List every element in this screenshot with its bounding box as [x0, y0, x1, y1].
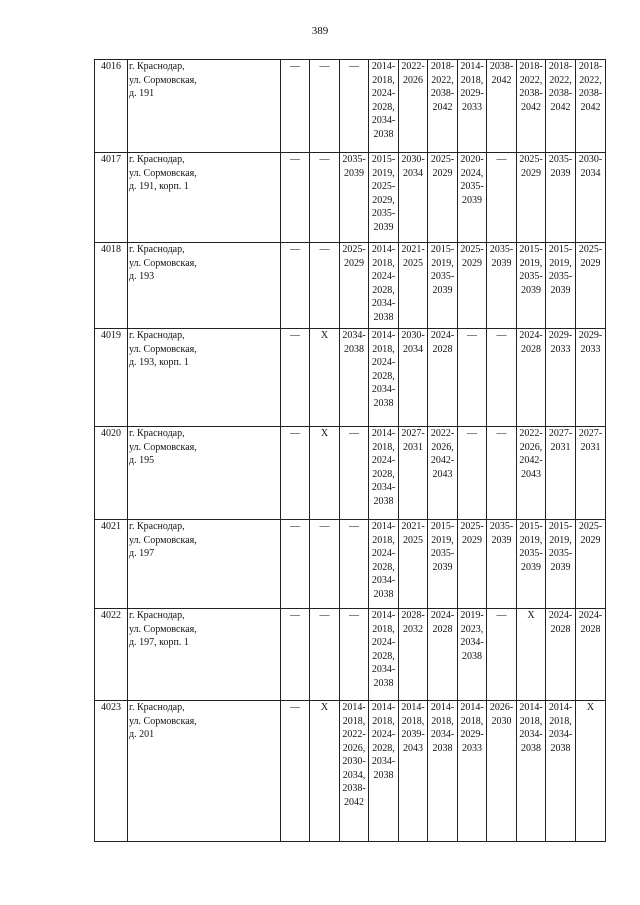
period-cell: X	[310, 701, 340, 842]
period-cell: 2025- 2029	[576, 520, 606, 609]
address-cell	[128, 520, 281, 609]
period-cell: 2018- 2022, 2038- 2042	[576, 60, 606, 153]
period-cell: 2021- 2025	[399, 520, 428, 609]
period-cell: X	[517, 609, 546, 701]
period-cell: —	[281, 520, 310, 609]
period-cell: 2028- 2032	[399, 609, 428, 701]
period-cell: 2021- 2025	[399, 243, 428, 329]
period-cell: 2014- 2018, 2029- 2033	[458, 701, 487, 842]
table-row	[95, 329, 606, 427]
address-line: г. Краснодар,	[129, 61, 185, 72]
period-cell: —	[340, 60, 369, 153]
period-cell: 2018- 2022, 2038- 2042	[517, 60, 546, 153]
period-cell: 2015- 2019, 2035- 2039	[546, 520, 576, 609]
period-cell: 2015- 2019, 2025- 2029, 2035- 2039	[369, 153, 399, 243]
period-cell: 2014- 2018, 2024- 2028, 2034- 2038	[369, 609, 399, 701]
period-cell: 2029- 2033	[546, 329, 576, 427]
period-cell: 2018- 2022, 2038- 2042	[546, 60, 576, 153]
period-cell: 2022- 2026, 2042- 2043	[428, 427, 458, 520]
row-number: 4017	[95, 153, 128, 243]
period-cell: 2014- 2018, 2022- 2026, 2030- 2034, 2038- 2042	[340, 701, 369, 842]
address-line: д. 197, корп. 1	[129, 637, 189, 648]
address-line: ул. Сормовская,	[129, 167, 197, 179]
period-cell: —	[310, 153, 340, 243]
period-cell: 2024- 2028	[546, 609, 576, 701]
period-cell: 2014- 2018, 2034- 2038	[546, 701, 576, 842]
address-line: д. 197	[129, 548, 155, 559]
period-cell: —	[458, 329, 487, 427]
period-cell: 2014- 2018, 2024- 2028, 2034- 2038	[369, 701, 399, 842]
period-cell: X	[576, 701, 606, 842]
address-line: ул. Сормовская,	[129, 534, 197, 546]
address-line: г. Краснодар,	[129, 702, 185, 713]
period-cell: 2024- 2028	[428, 609, 458, 701]
table-row	[95, 701, 606, 842]
address-line: ул. Сормовская,	[129, 343, 197, 355]
period-cell: —	[487, 329, 517, 427]
period-cell: 2027- 2031	[399, 427, 428, 520]
period-cell: —	[310, 520, 340, 609]
address-line: г. Краснодар,	[129, 244, 185, 255]
address-line: г. Краснодар,	[129, 610, 185, 621]
address-line: д. 191	[129, 88, 155, 99]
period-cell: 2025- 2029	[428, 153, 458, 243]
period-cell: X	[310, 427, 340, 520]
period-cell: —	[281, 701, 310, 842]
period-cell: —	[281, 427, 310, 520]
period-cell: —	[310, 60, 340, 153]
address-line: ул. Сормовская,	[129, 257, 197, 269]
period-cell: 2025- 2029	[517, 153, 546, 243]
address-cell	[128, 609, 281, 701]
period-cell: 2014- 2018, 2024- 2028, 2034- 2038	[369, 60, 399, 153]
period-cell: 2015- 2019, 2035- 2039	[428, 243, 458, 329]
period-cell: —	[310, 609, 340, 701]
period-cell: 2014- 2018, 2034- 2038	[428, 701, 458, 842]
period-cell: 2015- 2019, 2035- 2039	[428, 520, 458, 609]
period-cell: 2014- 2018, 2024- 2028, 2034- 2038	[369, 243, 399, 329]
address-line: г. Краснодар,	[129, 428, 185, 439]
period-cell: X	[310, 329, 340, 427]
period-cell: 2027- 2031	[546, 427, 576, 520]
period-cell: —	[281, 329, 310, 427]
address-cell	[128, 701, 281, 842]
table-row	[95, 427, 606, 520]
period-cell: 2015- 2019, 2035- 2039	[517, 520, 546, 609]
period-cell: 2022- 2026	[399, 60, 428, 153]
address-line: д. 191, корп. 1	[129, 181, 189, 192]
row-number: 4021	[95, 520, 128, 609]
period-cell: 2014- 2018, 2024- 2028, 2034- 2038	[369, 427, 399, 520]
page-number: 389	[311, 25, 329, 37]
table-row	[95, 153, 606, 243]
period-cell: 2025- 2029	[458, 243, 487, 329]
address-cell	[128, 243, 281, 329]
address-cell	[128, 427, 281, 520]
period-cell: 2024- 2028	[517, 329, 546, 427]
period-cell: 2034- 2038	[340, 329, 369, 427]
period-cell: —	[310, 243, 340, 329]
table-row	[95, 60, 606, 153]
period-cell: 2038- 2042	[487, 60, 517, 153]
address-cell	[128, 329, 281, 427]
period-cell: 2025- 2029	[458, 520, 487, 609]
period-cell: —	[340, 609, 369, 701]
period-cell: —	[281, 60, 310, 153]
row-number: 4020	[95, 427, 128, 520]
period-cell: —	[340, 520, 369, 609]
period-cell: 2035- 2039	[546, 153, 576, 243]
period-cell: 2019- 2023, 2034- 2038	[458, 609, 487, 701]
address-line: ул. Сормовская,	[129, 441, 197, 453]
address-cell	[128, 60, 281, 153]
period-cell: —	[340, 427, 369, 520]
period-cell: 2026- 2030	[487, 701, 517, 842]
period-cell: 2020- 2024, 2035- 2039	[458, 153, 487, 243]
period-cell: 2024- 2028	[576, 609, 606, 701]
period-cell: 2014- 2018, 2039- 2043	[399, 701, 428, 842]
period-cell: 2014- 2018, 2024- 2028, 2034- 2038	[369, 520, 399, 609]
row-number: 4019	[95, 329, 128, 427]
table-row	[95, 243, 606, 329]
period-cell: 2035- 2039	[487, 520, 517, 609]
period-cell: 2025- 2029	[576, 243, 606, 329]
table-row	[95, 520, 606, 609]
period-cell: 2022- 2026, 2042- 2043	[517, 427, 546, 520]
row-number: 4016	[95, 60, 128, 153]
row-number: 4022	[95, 609, 128, 701]
period-cell: 2014- 2018, 2034- 2038	[517, 701, 546, 842]
register-table	[94, 59, 606, 842]
period-cell: 2015- 2019, 2035- 2039	[517, 243, 546, 329]
period-cell: 2025- 2029	[340, 243, 369, 329]
period-cell: 2029- 2033	[576, 329, 606, 427]
period-cell: 2014- 2018, 2029- 2033	[458, 60, 487, 153]
table-row	[95, 609, 606, 701]
address-line: г. Краснодар,	[129, 330, 185, 341]
period-cell: 2015- 2019, 2035- 2039	[546, 243, 576, 329]
address-line: д. 193, корп. 1	[129, 357, 189, 368]
row-number: 4023	[95, 701, 128, 842]
address-cell	[128, 153, 281, 243]
period-cell: 2027- 2031	[576, 427, 606, 520]
period-cell: —	[487, 609, 517, 701]
address-line: ул. Сормовская,	[129, 623, 197, 635]
period-cell: —	[281, 153, 310, 243]
period-cell: 2030- 2034	[576, 153, 606, 243]
address-line: д. 195	[129, 455, 155, 466]
address-line: ул. Сормовская,	[129, 715, 197, 727]
period-cell: 2030- 2034	[399, 153, 428, 243]
address-line: д. 201	[129, 729, 155, 740]
address-line: ул. Сормовская,	[129, 74, 197, 86]
period-cell: 2014- 2018, 2024- 2028, 2034- 2038	[369, 329, 399, 427]
row-number: 4018	[95, 243, 128, 329]
period-cell: —	[487, 153, 517, 243]
period-cell: —	[458, 427, 487, 520]
address-line: д. 193	[129, 271, 155, 282]
period-cell: 2035- 2039	[340, 153, 369, 243]
period-cell: 2018- 2022, 2038- 2042	[428, 60, 458, 153]
period-cell: 2030- 2034	[399, 329, 428, 427]
period-cell: —	[281, 609, 310, 701]
period-cell: 2035- 2039	[487, 243, 517, 329]
address-line: г. Краснодар,	[129, 521, 185, 532]
period-cell: 2024- 2028	[428, 329, 458, 427]
address-line: г. Краснодар,	[129, 154, 185, 165]
period-cell: —	[281, 243, 310, 329]
period-cell: —	[487, 427, 517, 520]
